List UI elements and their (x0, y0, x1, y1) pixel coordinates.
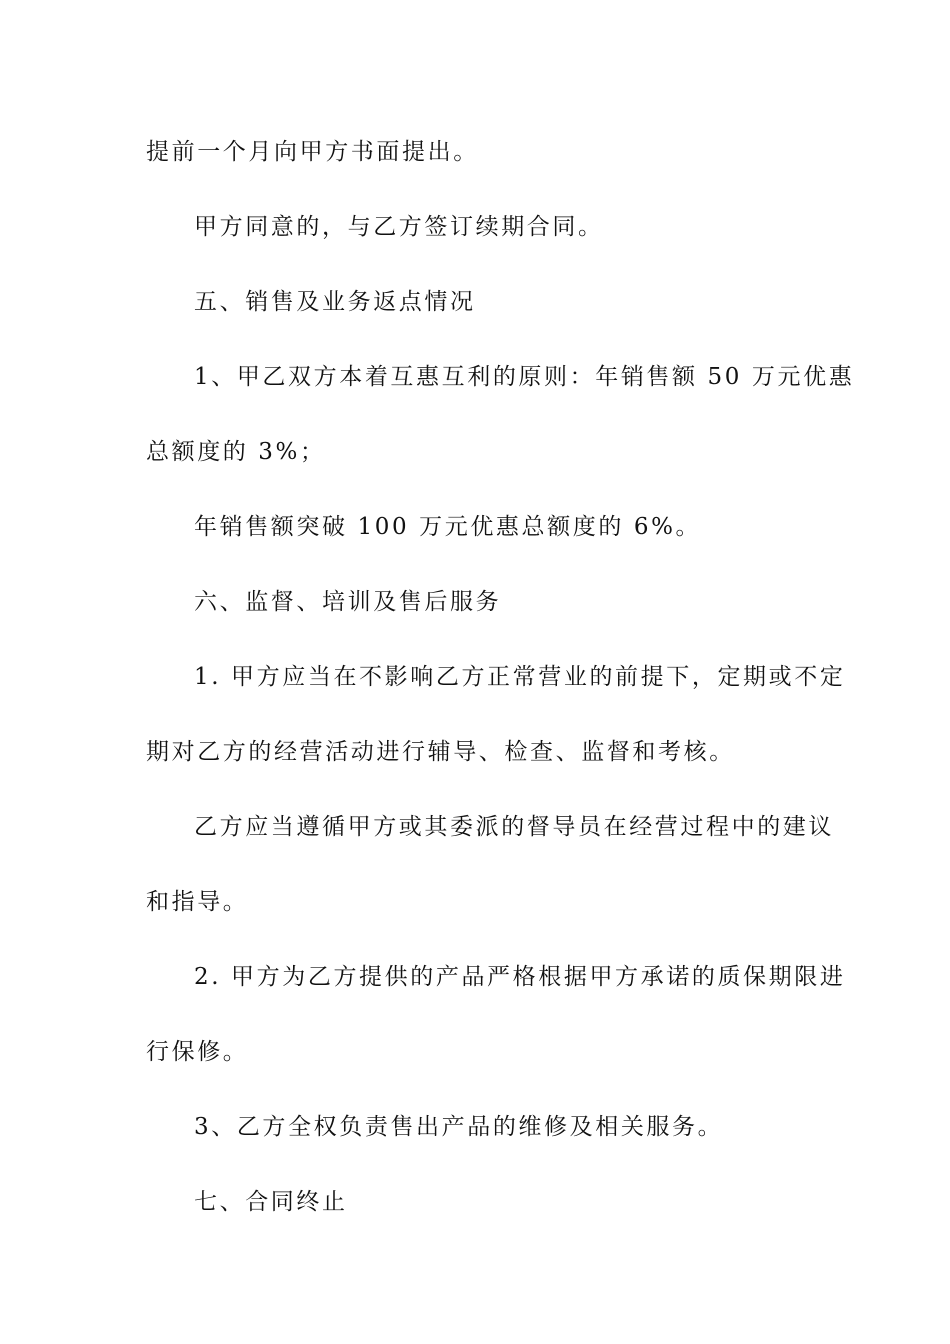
section-heading: 六、监督、培训及售后服务 (194, 589, 502, 615)
paragraph-line: 甲方同意的，与乙方签订续期合同。 (194, 214, 604, 240)
paragraph-line: 3、乙方全权负责售出产品的维修及相关服务。 (194, 1114, 724, 1140)
section-heading: 七、合同终止 (194, 1189, 348, 1215)
paragraph-line: 年销售额突破 100 万元优惠总额度的 6%。 (194, 514, 702, 540)
paragraph-line: 1、甲乙双方本着互惠互利的原则：年销售额 50 万元优惠 (194, 364, 855, 390)
paragraph-line: 乙方应当遵循甲方或其委派的督导员在经营过程中的建议 (194, 814, 834, 840)
paragraph-line: 总额度的 3%； (146, 439, 326, 465)
paragraph-line: 期对乙方的经营活动进行辅导、检查、监督和考核。 (146, 739, 735, 765)
section-heading: 五、销售及业务返点情况 (194, 289, 476, 315)
paragraph-line: 提前一个月向甲方书面提出。 (146, 139, 479, 165)
paragraph-line: 行保修。 (146, 1039, 249, 1065)
paragraph-line: 和指导。 (146, 889, 249, 915)
paragraph-line: 2. 甲方为乙方提供的产品严格根据甲方承诺的质保期限进 (194, 964, 846, 990)
paragraph-line: 1. 甲方应当在不影响乙方正常营业的前提下，定期或不定 (194, 664, 846, 690)
